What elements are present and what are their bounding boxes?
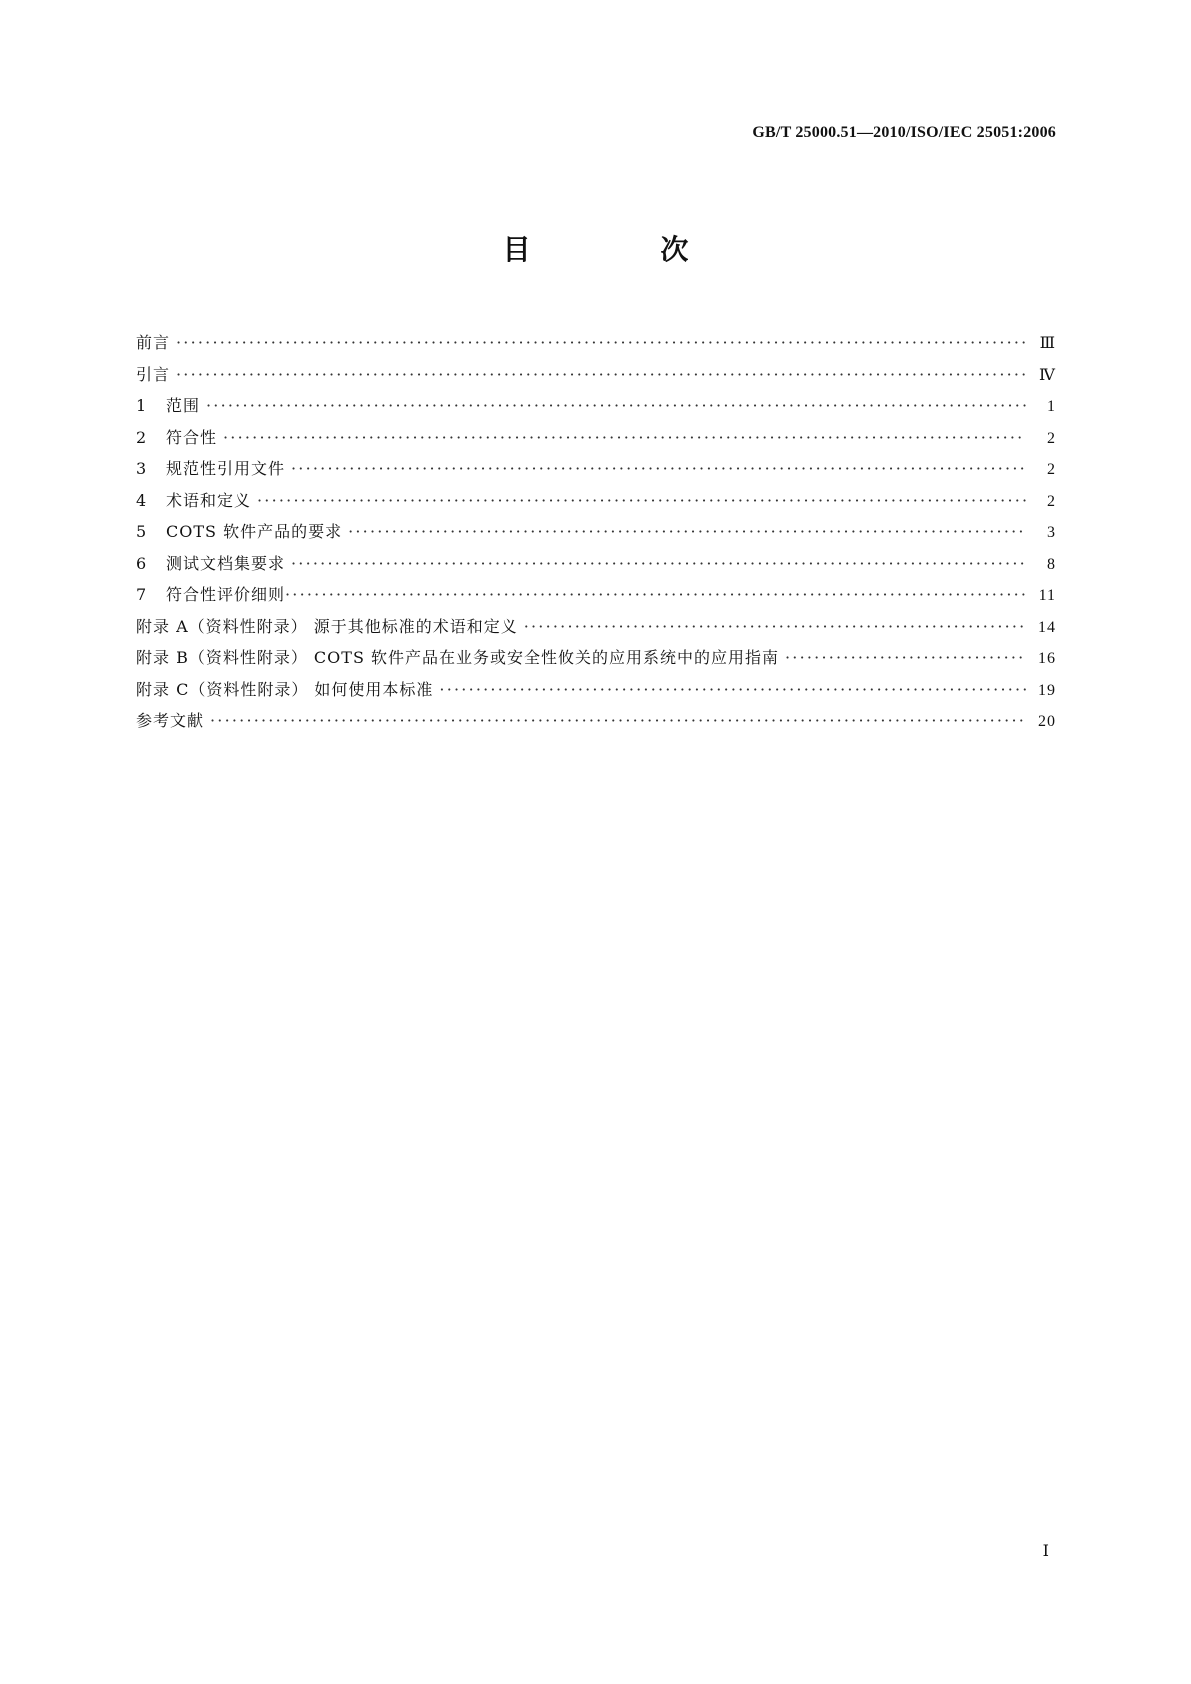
toc-entry-label: 3 规范性引用文件	[136, 453, 291, 485]
toc-entry-scope[interactable]	[136, 390, 1056, 422]
toc-entry-number: 7	[136, 585, 148, 604]
toc-entry-number: 5	[136, 522, 148, 541]
toc-leader-dots	[223, 422, 1026, 454]
toc-entry-label: 参考文献	[136, 711, 205, 730]
toc-page-number: 2	[1047, 492, 1056, 510]
toc-leader-dots	[285, 579, 1026, 611]
toc-page-number: 11	[1038, 587, 1056, 604]
toc-leader-dots	[176, 359, 1026, 391]
toc-entry-introduction[interactable]	[136, 359, 1056, 391]
toc-entry-label: 2 符合性	[136, 422, 223, 454]
toc-leader-dots	[348, 516, 1026, 548]
toc-entry-label: 7 符合性评价细则	[136, 579, 285, 611]
toc-entry-label: 附录 C（资料性附录） 如何使用本标准	[136, 679, 434, 699]
toc-entry-number: 1	[136, 396, 148, 415]
toc-page-number: 16	[1038, 650, 1056, 667]
toc-entry-label: 4 术语和定义	[136, 485, 257, 517]
toc-entry-terms-and-definitions[interactable]	[136, 485, 1056, 517]
toc-leader-dots	[257, 485, 1026, 517]
toc-leader-dots	[439, 674, 1026, 706]
toc-page-number: 19	[1038, 681, 1056, 699]
page-number: Ⅰ	[1042, 1543, 1049, 1560]
toc-entry-conformance[interactable]	[136, 422, 1056, 454]
toc-page-number: 14	[1038, 618, 1056, 636]
toc-leader-dots	[176, 327, 1026, 359]
toc-entry-label: 1 范围	[136, 390, 206, 422]
toc-page-number: 2	[1047, 461, 1056, 478]
toc-entry-cots-requirements[interactable]	[136, 516, 1056, 548]
toc-leader-dots	[524, 611, 1026, 643]
toc-entry-number: 2	[136, 427, 148, 447]
toc-page-number: 2	[1047, 429, 1056, 447]
toc-title: 目 次	[502, 233, 749, 266]
toc-entry-annex-b[interactable]	[136, 642, 1056, 674]
toc-page-number: 8	[1047, 555, 1056, 573]
toc-leader-dots	[291, 453, 1026, 485]
toc-page-number: Ⅲ	[1039, 335, 1056, 352]
toc-page-number: Ⅳ	[1039, 366, 1056, 384]
toc-entry-annex-a[interactable]	[136, 611, 1056, 643]
toc-entry-test-documentation[interactable]	[136, 548, 1056, 580]
toc-entry-label: 5 COTS 软件产品的要求	[136, 516, 348, 548]
toc-entry-number: 6	[136, 553, 148, 573]
toc-leader-dots	[291, 548, 1026, 580]
toc-entry-bibliography[interactable]	[136, 705, 1056, 737]
toc-entry-label: 附录 A（资料性附录） 源于其他标准的术语和定义	[136, 616, 518, 636]
toc-entry-label: 前言	[136, 333, 171, 352]
toc-entry-label: 附录 B（资料性附录） COTS 软件产品在业务或安全性攸关的应用系统中的应用指南	[136, 648, 780, 667]
toc-entry-conformity-evaluation[interactable]	[136, 579, 1056, 611]
toc-leader-dots	[206, 390, 1026, 422]
standard-code-text: GB/T 25000.51—2010/ISO/IEC 25051:2006	[752, 124, 1056, 141]
toc-entry-annex-c[interactable]	[136, 674, 1056, 706]
toc-page-number: 3	[1047, 524, 1056, 541]
document-standard-code	[752, 124, 1056, 142]
toc-entry-normative-references[interactable]	[136, 453, 1056, 485]
toc-page-number: 20	[1038, 713, 1056, 730]
table-of-contents	[136, 327, 1056, 737]
toc-entry-foreword[interactable]	[136, 327, 1056, 359]
toc-entry-number: 3	[136, 459, 148, 478]
toc-page-number: 1	[1047, 398, 1056, 415]
toc-leader-dots	[785, 642, 1026, 674]
toc-leader-dots	[210, 705, 1026, 737]
toc-entry-label: 引言	[136, 364, 171, 384]
toc-entry-label: 6 测试文档集要求	[136, 548, 291, 580]
toc-entry-number: 4	[136, 490, 148, 510]
